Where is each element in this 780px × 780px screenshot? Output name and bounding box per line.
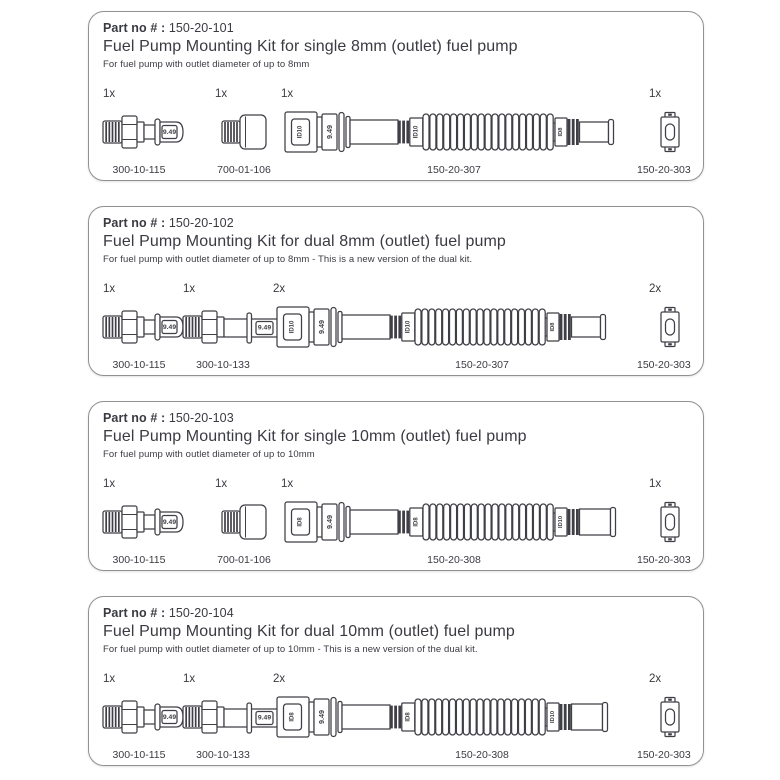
component-part-number: 300-10-115 [112, 749, 166, 761]
clip-drawing [657, 105, 683, 159]
component-part-number: 150-20-307 [427, 164, 481, 176]
svg-text:ID10: ID10 [405, 320, 412, 334]
component-barb-fitting [101, 478, 189, 566]
barb-fitting-drawing [101, 690, 185, 744]
kit-panel-2 [88, 206, 704, 376]
svg-text:9.49: 9.49 [325, 515, 334, 529]
kit-title: Fuel Pump Mounting Kit for single 8mm (outlet) fuel pump [103, 38, 518, 55]
component-part-number: 300-10-133 [196, 749, 250, 761]
component-part-number: 150-20-307 [455, 359, 509, 371]
part-no-label: Part no # : [103, 216, 166, 230]
component-clip [637, 283, 693, 371]
svg-text:9.49: 9.49 [317, 320, 326, 334]
svg-text:ID8: ID8 [297, 517, 304, 527]
component-part-number: 300-10-115 [112, 164, 166, 176]
plug-drawing [220, 495, 270, 549]
component-plug [213, 88, 275, 176]
barb-fitting-drawing [101, 300, 185, 354]
component-part-number: 150-20-308 [455, 749, 509, 761]
quantity-label: 1x [103, 673, 116, 685]
component-barb-fitting [101, 88, 189, 176]
quantity-label: 1x [103, 88, 116, 100]
component-part-number: 150-20-303 [637, 164, 691, 176]
svg-text:ID8: ID8 [413, 517, 420, 527]
component-hose [271, 673, 633, 761]
clip-drawing [657, 300, 683, 354]
panel-header [103, 606, 689, 655]
svg-text:ID8: ID8 [550, 322, 556, 332]
hose-drawing [283, 495, 623, 549]
svg-text:ID10: ID10 [413, 125, 420, 139]
quantity-label: 1x [215, 478, 228, 490]
quantity-label: 2x [273, 283, 286, 295]
svg-text:ID10: ID10 [297, 125, 304, 139]
component-part-number: 150-20-303 [637, 554, 691, 566]
component-hose [271, 283, 633, 371]
quantity-label: 2x [649, 283, 662, 295]
svg-text:ID8: ID8 [558, 127, 564, 137]
component-barb-fitting [101, 283, 189, 371]
hose-drawing [275, 690, 615, 744]
component-part-number: 150-20-303 [637, 749, 691, 761]
part-no-line [103, 21, 689, 35]
quantity-label: 1x [183, 283, 196, 295]
kit-title: Fuel Pump Mounting Kit for single 10mm (outlet) fuel pump [103, 428, 527, 445]
component-part-number: 700-01-106 [217, 164, 271, 176]
panel-header [103, 216, 689, 265]
clip-drawing [657, 690, 683, 744]
part-no-line [103, 216, 689, 230]
svg-text:9.49: 9.49 [162, 323, 177, 331]
kit-subtitle: For fuel pump with outlet diameter of up to 8mm - This is a new version of the dual kit. [103, 254, 473, 265]
quantity-label: 1x [649, 88, 662, 100]
panel-header [103, 411, 689, 460]
kit-subtitle: For fuel pump with outlet diameter of up to 8mm [103, 59, 310, 70]
hose-drawing [275, 300, 615, 354]
components-row [101, 88, 691, 176]
barb-fitting-drawing [101, 495, 185, 549]
components-row [101, 283, 691, 371]
part-no-label: Part no # : [103, 21, 166, 35]
svg-text:ID10: ID10 [289, 320, 296, 334]
svg-text:9.49: 9.49 [325, 125, 334, 139]
components-row [101, 673, 691, 761]
component-clip [637, 478, 693, 566]
kit-panel-4 [88, 596, 704, 766]
clip-drawing [657, 495, 683, 549]
kit-panel-1 [88, 11, 704, 181]
component-part-number: 300-10-115 [112, 359, 166, 371]
kit-title: Fuel Pump Mounting Kit for dual 8mm (outlet) fuel pump [103, 233, 506, 250]
svg-text:ID8: ID8 [405, 712, 412, 722]
kit-panel-3 [88, 401, 704, 571]
hose-drawing [283, 105, 623, 159]
components-row [101, 478, 691, 566]
component-part-number: 700-01-106 [217, 554, 271, 566]
component-clip [637, 88, 693, 176]
component-clip [637, 673, 693, 761]
svg-text:9.49: 9.49 [162, 128, 177, 136]
kit-subtitle: For fuel pump with outlet diameter of up to 10mm [103, 449, 315, 460]
kit-subtitle: For fuel pump with outlet diameter of up to 10mm - This is a new version of the dual kit. [103, 644, 478, 655]
component-part-number: 150-20-303 [637, 359, 691, 371]
quantity-label: 1x [183, 673, 196, 685]
component-barb-fitting [101, 673, 189, 761]
panel-header [103, 21, 689, 70]
quantity-label: 1x [649, 478, 662, 490]
part-no-value: 150-20-103 [168, 411, 234, 425]
svg-text:9.49: 9.49 [317, 710, 326, 724]
part-no-line [103, 411, 689, 425]
part-no-value: 150-20-104 [168, 606, 234, 620]
component-hose [279, 478, 629, 566]
component-plug [213, 478, 275, 566]
quantity-label: 1x [281, 88, 294, 100]
quantity-label: 1x [215, 88, 228, 100]
barb-fitting-drawing [101, 105, 185, 159]
svg-text:9.49: 9.49 [257, 714, 272, 722]
part-no-value: 150-20-101 [168, 21, 234, 35]
component-hose [279, 88, 629, 176]
svg-text:ID8: ID8 [289, 712, 296, 722]
quantity-label: 2x [273, 673, 286, 685]
quantity-label: 1x [103, 283, 116, 295]
quantity-label: 1x [103, 478, 116, 490]
svg-text:9.49: 9.49 [257, 324, 272, 332]
plug-drawing [220, 105, 270, 159]
quantity-label: 2x [649, 673, 662, 685]
svg-text:ID10: ID10 [558, 515, 564, 529]
part-no-label: Part no # : [103, 411, 166, 425]
kit-title: Fuel Pump Mounting Kit for dual 10mm (outlet) fuel pump [103, 623, 515, 640]
component-part-number: 300-10-115 [112, 554, 166, 566]
component-part-number: 300-10-133 [196, 359, 250, 371]
component-part-number: 150-20-308 [427, 554, 481, 566]
quantity-label: 1x [281, 478, 294, 490]
part-no-line [103, 606, 689, 620]
part-no-value: 150-20-102 [168, 216, 234, 230]
svg-text:9.49: 9.49 [162, 713, 177, 721]
svg-text:ID10: ID10 [550, 710, 556, 724]
svg-text:9.49: 9.49 [162, 518, 177, 526]
part-no-label: Part no # : [103, 606, 166, 620]
